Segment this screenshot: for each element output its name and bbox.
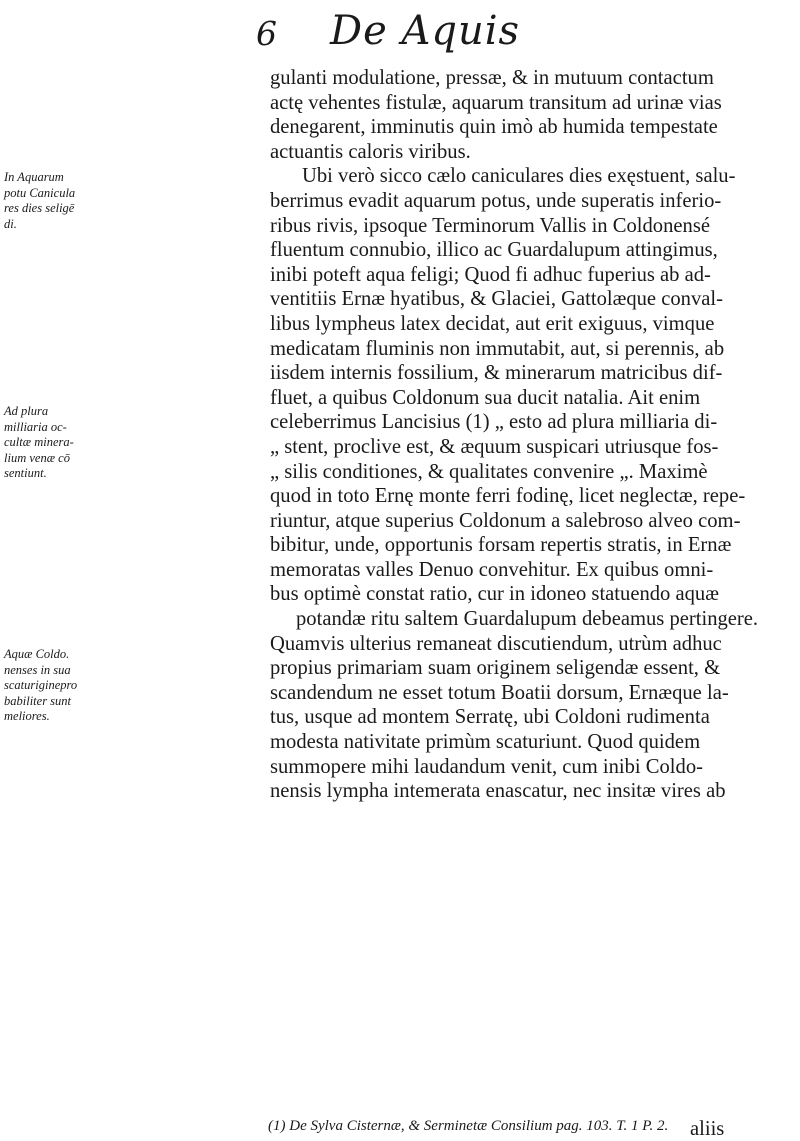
text-line: fluet, a quibus Coldonum sua ducit natalia. Ait enim [270, 386, 701, 409]
text-line: bus optimè constat ratio, cur in idoneo statuendo aquæ [270, 583, 719, 606]
text-line: medicatam fluminis non immutabit, aut, si perennis, ab [270, 337, 725, 360]
text-line: quod in toto Ernę monte ferri fodinę, licet neglectæ, repe- [270, 485, 746, 508]
text-line: bibitur, unde, opportunis forsam repertis stratis, in Ernæ [270, 534, 732, 557]
margin-note-line: nenses in sua [4, 662, 71, 677]
margin-note [4, 404, 102, 482]
margin-note-line: Aquæ Coldo. [4, 647, 70, 661]
text-line: celeberrimus Lancisius (1) „ esto ad plura milliaria di- [270, 411, 718, 434]
text-line: fluentum connubio, illico ac Guardalupum attingimus, [270, 239, 718, 262]
text-line: actę vehentes fistulæ, aquarum transitum ad urinæ vias [270, 91, 722, 114]
text-line: „ stent, proclive est, & æquum suspicari utriusque fos- [270, 435, 719, 458]
margin-note-line: cultæ minera- [4, 435, 74, 449]
text-line: modesta nativitate primùm scaturiunt. Quod quidem [270, 731, 701, 754]
text-line: propius primariam suam originem seligendæ essent, & [270, 657, 721, 680]
text-line: summopere mihi laudandum venit, cum inibi Coldo- [270, 755, 703, 778]
margin-note [4, 170, 102, 232]
margin-note-line: babiliter sunt [4, 693, 72, 708]
margin-note [4, 647, 102, 725]
margin-note-line: meliores. [4, 709, 50, 723]
margin-note-line: lium venæ cō [4, 450, 70, 465]
margin-note-line: Ad plura [4, 404, 49, 418]
text-line: Quamvis ulterius remaneat discutiendum, utrùm adhuc [270, 632, 722, 655]
text-line: gulanti modulatione, pressæ, & in mutuum contactum [270, 67, 714, 89]
page-number: 6 [256, 14, 277, 53]
text-line: inibi poteft aqua feligi; Quod fi adhuc fuperius ab ad- [270, 263, 711, 286]
main-text [270, 66, 759, 804]
text-line: riuntur, atque superius Coldonum a salebroso alveo com- [270, 509, 741, 532]
margin-note-line: In Aquarum [4, 170, 64, 184]
text-line: Ubi verò sicco cælo caniculares dies exęstuent, salu- [302, 165, 736, 188]
margin-note-line: potu Canicula [4, 185, 76, 200]
footnote: (1) De Sylva Cisternæ, & Serminetæ Consilium pag. 103. T. 1 P. 2. [268, 1118, 669, 1134]
margin-note-line: res dies seligē [4, 201, 75, 215]
page-header [0, 8, 800, 66]
text-line: denegarent, imminutis quin imò ab humida tempestate [270, 116, 718, 139]
text-line: tus, usque ad montem Serratę, ubi Coldoni rudimenta [270, 706, 710, 729]
margin-note-line: milliaria oc- [4, 419, 67, 434]
margin-note-line: scaturiginepro [4, 678, 78, 692]
text-line: „ silis conditiones, & qualitates convenire „. Maximè [270, 460, 708, 483]
text-line: actuantis caloris viribus. [270, 140, 471, 163]
text-line: memoratas valles Denuo convehitur. Ex quibus omni- [270, 558, 714, 581]
text-line: iisdem internis fossilium, & minerarum matricibus dif- [270, 362, 723, 385]
text-line: ventitiis Ernæ hyatibus, & Glaciei, Gattolæque conval- [270, 288, 723, 311]
text-line: nensis lympha intemerata enascatur, nec insitæ vires ab [270, 780, 726, 803]
margin-note-line: sentiunt. [4, 466, 47, 480]
margin-note-line: di. [4, 216, 17, 231]
text-line: scandendum ne esset totum Boatii dorsum, Ernæque la- [270, 681, 729, 704]
text-line: potandæ ritu saltem Guardalupum debeamus pertingere. [296, 608, 759, 631]
catchword: aliis [690, 1118, 725, 1140]
text-line: ribus rivis, ipsoque Terminorum Vallis in Coldonensé [270, 214, 710, 237]
running-title: De Aquis [330, 8, 521, 54]
text-line: libus lympheus latex decidat, aut erit exiguus, vimque [270, 312, 715, 335]
text-line: berrimus evadit aquarum potus, unde superatis inferio- [270, 189, 722, 212]
